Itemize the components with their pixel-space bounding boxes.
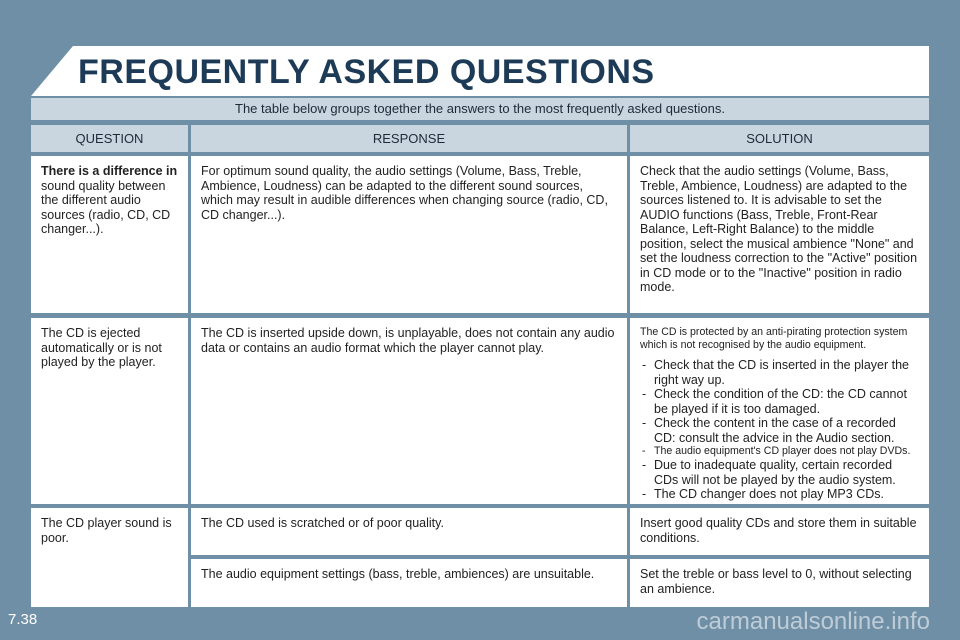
row1-response-text: For optimum sound quality, the audio settings (Volume, Bass, Treble, Ambience, Loudness) can be adapted to the different sound sources, which may result in audible differences when changing source (radio, CD, CD changer...). <box>201 164 608 222</box>
row2-question-text: The CD is ejected automatically or is not played by the player. <box>41 326 162 369</box>
row1-solution <box>630 156 929 313</box>
row3-response-2-text: The audio equipment settings (bass, treble, ambiences) are unsuitable. <box>201 567 595 581</box>
header-question: QUESTION <box>31 125 188 152</box>
row3-solution-2 <box>630 559 929 607</box>
page-title: FREQUENTLY ASKED QUESTIONS <box>78 53 655 91</box>
row3-response-1 <box>191 508 627 555</box>
row3-solution-1-text: Insert good quality CDs and store them in suitable conditions. <box>640 516 917 545</box>
row3-question-text: The CD player sound is poor. <box>41 516 172 545</box>
row3-response-2 <box>191 559 627 607</box>
list-item: - The CD changer does not play MP3 CDs. <box>640 487 919 502</box>
row3-solution-2-text: Set the treble or bass level to 0, without selecting an ambience. <box>640 567 912 596</box>
header-solution: SOLUTION <box>630 125 929 152</box>
row2-solution-intro: The CD is protected by an anti-pirating protection system which is not recognised by the audio equipment. <box>640 326 908 351</box>
row3-solution-1 <box>630 508 929 555</box>
watermark: carmanualsonline.info <box>696 608 930 635</box>
row1-response <box>191 156 627 313</box>
intro-text: The table below groups together the answers to the most frequently asked questions. <box>31 98 929 120</box>
list-item: - Check that the CD is inserted in the player the right way up. <box>640 358 919 387</box>
row1-solution-text: Check that the audio settings (Volume, Bass, Treble, Ambience, Loudness) are adapted to the sources listened to. It is advisable to set the AUDIO functions (Bass, Treble, Front-Rear Balance, Left-Right Balance) to the middle position, select the musical ambience "None" and set the loudness correction to the "Active" position in CD mode or to the "Inactive" position in radio mode. <box>640 164 918 294</box>
row3-response-1-text: The CD used is scratched or of poor quality. <box>201 516 444 530</box>
page-number: 7.38 <box>8 611 38 628</box>
row2-solution <box>630 318 929 504</box>
header-response: RESPONSE <box>191 125 627 152</box>
row2-question <box>31 318 188 504</box>
row2-response-text: The CD is inserted upside down, is unplayable, does not contain any audio data or contains an audio format which the player cannot play. <box>201 326 615 355</box>
row1-question <box>31 156 188 313</box>
row2-response <box>191 318 627 504</box>
list-item: - Due to inadequate quality, certain recorded CDs will not be played by the audio system. <box>640 458 919 487</box>
list-item: - Check the content in the case of a recorded CD: consult the advice in the Audio section. <box>640 416 919 445</box>
row1-question-lead: There is a difference in <box>41 164 178 178</box>
row3-question <box>31 508 188 607</box>
list-item: - Check the condition of the CD: the CD cannot be played if it is too damaged. <box>640 387 919 416</box>
list-item: - The audio equipment's CD player does not play DVDs. <box>640 445 919 458</box>
row2-solution-list <box>640 358 919 502</box>
row1-question-rest: sound quality between the different audio sources (radio, CD, CD changer...). <box>41 178 171 236</box>
